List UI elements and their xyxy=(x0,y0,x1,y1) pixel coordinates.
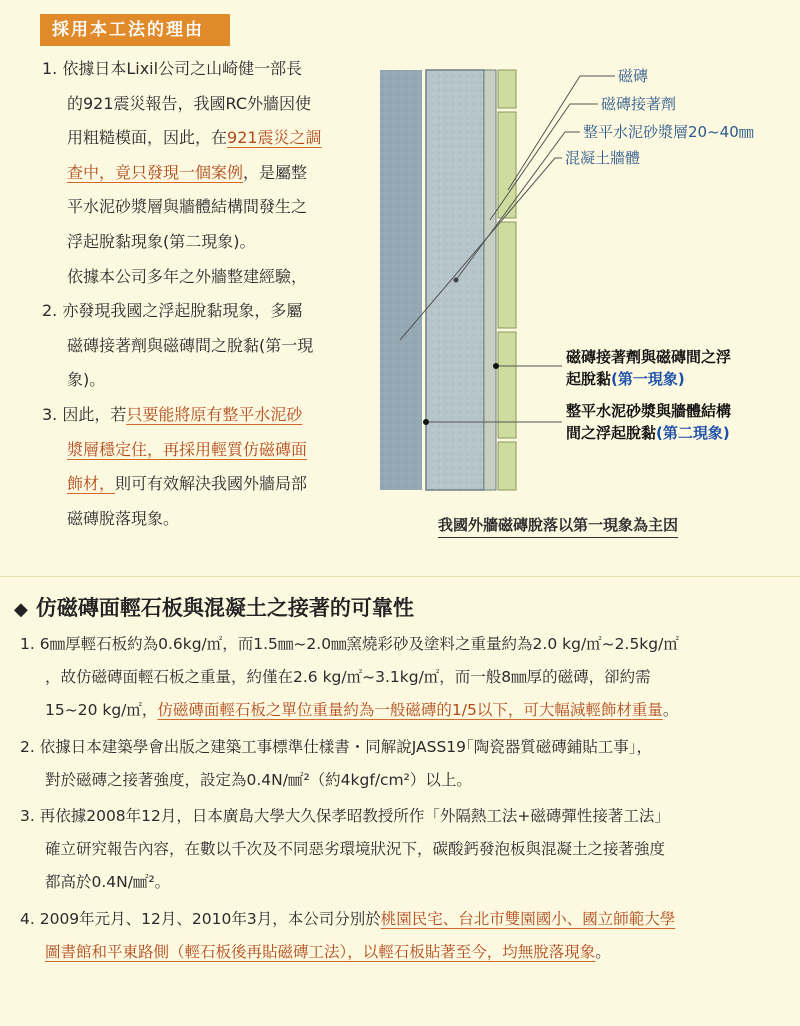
adhesive-layer xyxy=(484,70,496,490)
tile-column xyxy=(498,70,516,490)
reason-line: 1. 依據日本Lixil公司之山崎健一部長 xyxy=(42,59,303,78)
reason-line: 2. 亦發現我國之浮起脫黏現象，多屬 xyxy=(42,301,303,321)
point-text: 。 xyxy=(595,942,611,961)
point-line: 確立研究報告內容，在數以千次及不同惡劣環境狀況下，碳酸鈣發泡板與混凝土之接著強度 xyxy=(45,840,666,859)
label-adhesive: 磁磚接著劑 xyxy=(601,95,677,113)
reason-line: 浮起脫黏現象(第二現象)。 xyxy=(67,231,256,251)
section-divider xyxy=(0,576,800,577)
wall-section-diagram xyxy=(380,60,800,560)
point-highlight: 圖書館和平東路側（輕石板後再貼磁磚工法），以輕石板貼著至今，均無脫落現象 xyxy=(45,942,596,961)
marker-dot xyxy=(423,419,429,425)
reason-line xyxy=(42,398,372,433)
reason-line xyxy=(42,156,372,191)
reason-line: 磁磚接著劑與磁磚間之脫黏(第一現 xyxy=(67,335,314,355)
note2-line1: 整平水泥砂漿與牆體結構 xyxy=(566,402,732,420)
note1-line1: 磁磚接著劑與磁磚間之浮 xyxy=(566,348,732,366)
label-mortar: 整平水泥砂漿層20~40㎜ xyxy=(583,123,754,141)
diagram-caption: 我國外牆磁磚脫落以第一現象為主因 xyxy=(438,514,678,538)
reason-line xyxy=(42,433,372,468)
reason-text: 3. 因此，若 xyxy=(42,404,127,424)
point-line: ，故仿磁磚面輕石板之重量，約僅在2.6 kg/㎡~3.1kg/㎡，而一般8㎜厚的磁磚，卻約需 xyxy=(45,668,651,687)
reason-highlight: 漿層穩定住，再採用輕質仿磁磚面 xyxy=(67,439,308,459)
reason-highlight: 查中，竟只發現一個案例 xyxy=(67,162,244,182)
reason-highlight: 921震災之調 xyxy=(227,128,322,148)
point-line: 1. 6㎜厚輕石板約為0.6kg/㎡，而1.5㎜~2.0㎜窯燒彩砂及塗料之重量約為2.0 kg/㎡~2.5kg/㎡ xyxy=(20,635,679,653)
point-text: 4. 2009年元月、12月、2010年3月，本公司分別於 xyxy=(20,909,381,928)
reason-highlight: 飾材， xyxy=(67,474,116,494)
reason-line: 依據本公司多年之外牆整建經驗， xyxy=(67,266,308,286)
reason-highlight: 只要能將原有整平水泥砂 xyxy=(126,404,303,424)
point-text: 。 xyxy=(662,701,679,720)
section-title xyxy=(14,592,414,622)
point-line: 都高於0.4N/㎟²。 xyxy=(45,873,171,892)
reason-line: 象)。 xyxy=(67,370,106,390)
reason-text: 用粗糙模面，因此，在 xyxy=(67,128,228,148)
point-line xyxy=(20,936,795,969)
reason-line: 磁磚脫落現象。 xyxy=(67,508,180,528)
reason-text: 則可有效解決我國外牆局部 xyxy=(115,474,308,494)
point-line xyxy=(20,903,795,936)
reason-line: 的921震災報告，我國RC外牆因使 xyxy=(67,93,312,113)
note1-line2: 起脫黏(第一現象) xyxy=(566,370,685,388)
label-tile: 磁磚 xyxy=(618,67,649,85)
point-line: 3. 再依據2008年12月，日本廣島大學大久保孝昭教授所作「外隔熱工法+磁磚彈性接著工法」 xyxy=(20,807,670,826)
point-line: 2. 依據日本建築學會出版之建築工事標準仕樣書・同解說JASS19｢陶瓷器質磁磚鋪貼工事」， xyxy=(20,737,653,756)
reason-line: 平水泥砂漿層與牆體結構間發生之 xyxy=(67,197,308,217)
note2-line2: 間之浮起脫黏(第二現象) xyxy=(566,424,730,442)
point-line: 對於磁磚之接著強度，設定為0.4N/㎟²（約4kgf/cm²）以上。 xyxy=(45,770,472,789)
marker-dot xyxy=(493,363,499,369)
reason-line xyxy=(42,467,372,502)
point-highlight: 桃園民宅、台北市雙園國小、國立師範大學 xyxy=(380,909,676,928)
diamond-icon: ◆ xyxy=(14,599,28,620)
label-concrete: 混凝土牆體 xyxy=(565,149,641,167)
reason-text: ，是屬整 xyxy=(243,162,308,182)
point-text: 15~20 kg/㎡， xyxy=(45,701,158,720)
points-list xyxy=(20,628,795,969)
reasons-list xyxy=(42,52,372,536)
concrete-wall-body xyxy=(380,70,422,490)
point-line xyxy=(20,694,795,727)
point-highlight: 仿磁磚面輕石板之單位重量約為一般磁磚的1/5以下，可大幅減輕飾材重量 xyxy=(157,701,663,720)
section-title-text: 仿磁磚面輕石板與混凝土之接著的可靠性 xyxy=(35,596,414,620)
reason-line xyxy=(42,121,372,156)
section-tag: 採用本工法的理由 xyxy=(40,14,230,46)
marker-dot xyxy=(454,278,459,283)
